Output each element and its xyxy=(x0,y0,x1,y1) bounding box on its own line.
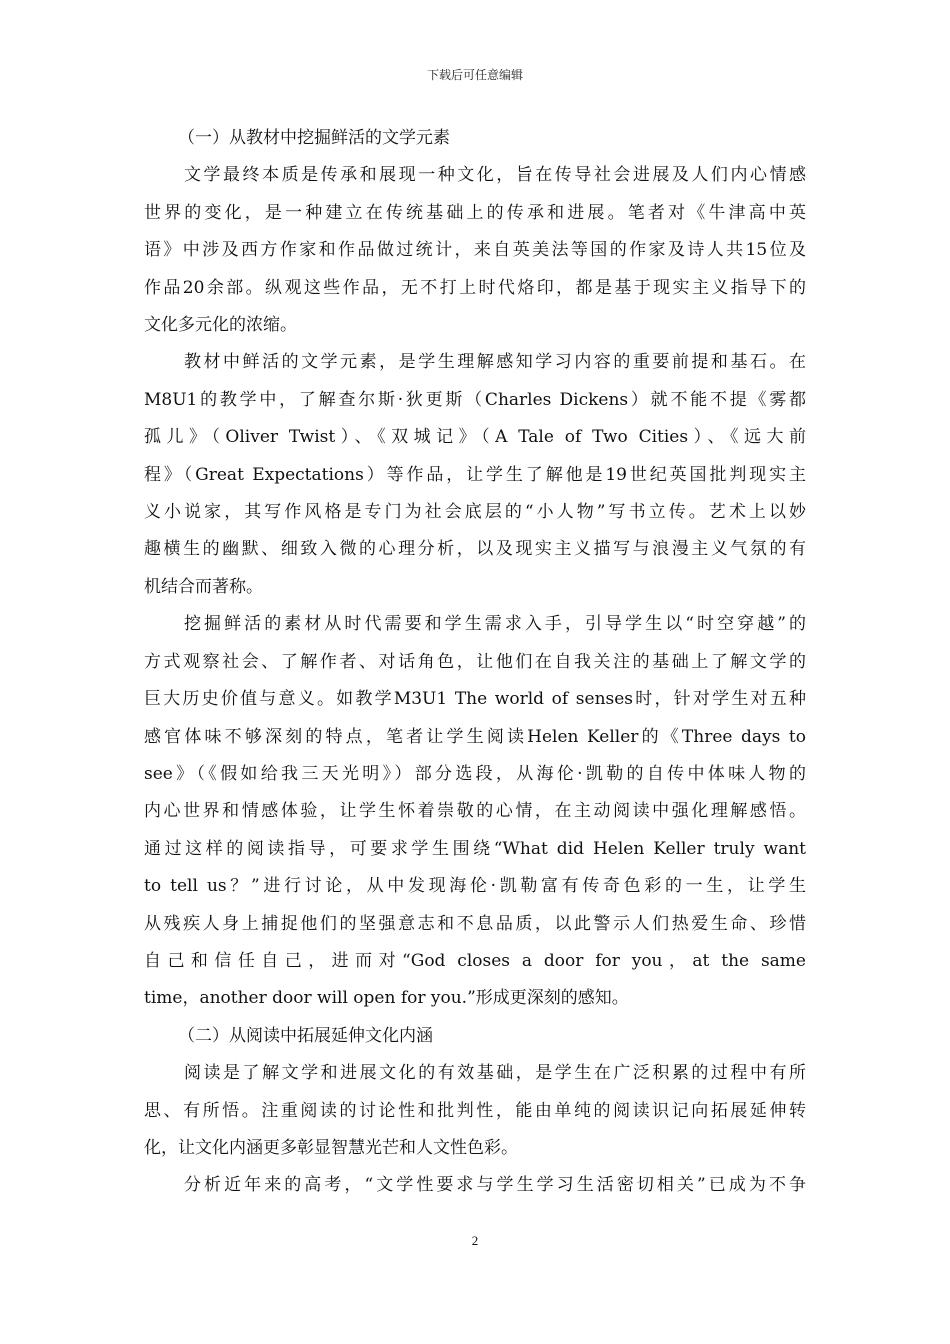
text-line: 方式观察社会、了解作者、对话角色，让他们在自我关注的基础上了解文学的 xyxy=(144,651,806,672)
paragraph xyxy=(144,1055,806,1167)
text-line: 挖掘鲜活的素材从时代需要和学生需求入手，引导学生以“时空穿越”的 xyxy=(184,614,806,635)
text-line: 自己和信任自己，进而对“God closes a door for you，at the same xyxy=(144,950,806,971)
text-line: 内心世界和情感体验，让学生怀着崇敬的心情，在主动阅读中强化理解感悟。 xyxy=(144,801,806,822)
text-line: 感官体味不够深刻的特点，笔者让学生阅读Helen Keller的《Three days to xyxy=(144,726,806,747)
text-line: 程》（Great Expectations）等作品，让学生了解他是19世纪英国批判现实主 xyxy=(144,464,806,485)
text-line: 思、有所悟。注重阅读的讨论性和批判性，能由单纯的阅读识记向拓展延伸转 xyxy=(144,1100,806,1121)
text-line: 阅读是了解文学和进展文化的有效基础，是学生在广泛积累的过程中有所 xyxy=(184,1063,806,1084)
text-line: 义小说家，其写作风格是专门为社会底层的“小人物”写书立传。艺术上以妙 xyxy=(144,502,806,523)
text-line: 机结合而著称。 xyxy=(144,576,263,597)
text-line: 通过这样的阅读指导，可要求学生围绕“What did Helen Keller truly want xyxy=(144,838,806,859)
section-heading: （二）从阅读中拓展延伸文化内涵 xyxy=(178,1025,433,1046)
text-line: 巨大历史价值与意义。如教学M3U1 The world of senses时，针对学生对五种 xyxy=(144,689,806,710)
text-line: 文化多元化的浓缩。 xyxy=(144,315,297,336)
paragraph xyxy=(144,157,806,344)
document-body xyxy=(144,120,806,1205)
text-line: 分析近年来的高考，“文学性要求与学生学习生活密切相关”已成为不争 xyxy=(184,1175,806,1196)
paragraph xyxy=(144,1167,806,1204)
text-line: to tell us？”进行讨论，从中发现海伦·凯勒富有传奇色彩的一生，让学生 xyxy=(144,876,806,897)
text-line: see》（《假如给我三天光明》）部分选段，从海伦·凯勒的自传中体味人物的 xyxy=(144,763,806,784)
text-line: M8U1的教学中，了解查尔斯·狄更斯（Charles Dickens）就不能不提《雾都 xyxy=(144,389,806,410)
text-line: 世界的变化，是一种建立在传统基础上的传承和进展。笔者对《牛津高中英 xyxy=(144,202,806,223)
text-line: 语》中涉及西方作家和作品做过统计，来自英美法等国的作家及诗人共15位及 xyxy=(144,240,806,261)
text-line: 作品20余部。纵观这些作品，无不打上时代烙印，都是基于现实主义指导下的 xyxy=(144,277,806,298)
text-line: 教材中鲜活的文学元素，是学生理解感知学习内容的重要前提和基石。在 xyxy=(184,352,806,373)
page-number: 2 xyxy=(471,1233,479,1248)
text-line: 从残疾人身上捕捉他们的坚强意志和不息品质，以此警示人们热爱生命、珍惜 xyxy=(144,913,806,934)
paragraph xyxy=(144,606,806,1017)
page-header: 下载后可任意编辑 xyxy=(426,68,523,82)
section-heading: （一）从教材中挖掘鲜活的文学元素 xyxy=(178,128,450,148)
text-line: 文学最终本质是传承和展现一种文化，旨在传导社会进展及人们内心情感 xyxy=(184,165,806,186)
text-line: 化，让文化内涵更多彰显智慧光芒和人文性色彩。 xyxy=(144,1137,518,1158)
paragraph xyxy=(144,344,806,606)
text-line: time，another door will open for you.”形成更深刻的感知。 xyxy=(144,988,629,1009)
text-line: 孤儿》（Oliver Twist）、《双城记》（A Tale of Two Cities）、《远大前 xyxy=(144,427,806,448)
text-line: 趣横生的幽默、细致入微的心理分析，以及现实主义描写与浪漫主义气氛的有 xyxy=(144,539,806,560)
